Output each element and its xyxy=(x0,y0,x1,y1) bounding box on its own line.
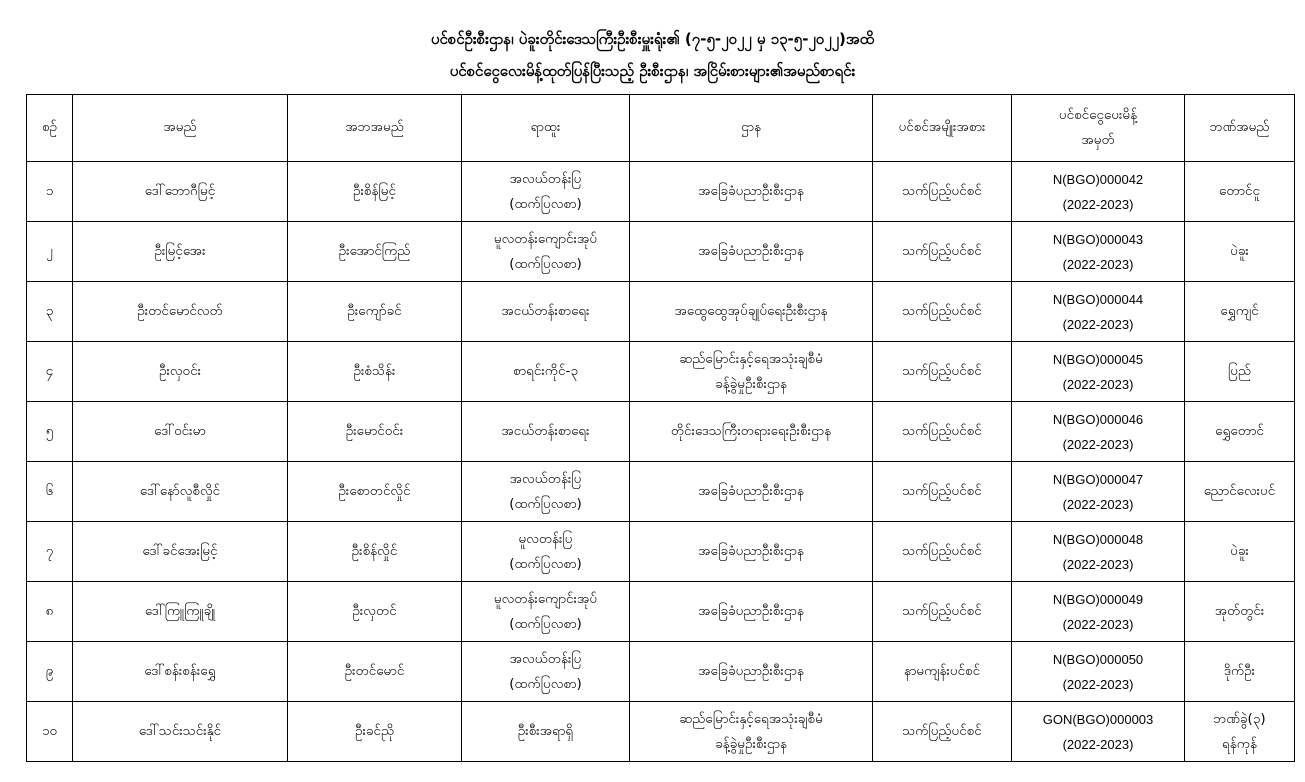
cell-rank-line1: အငယ်တန်းစာရေး xyxy=(501,303,590,319)
cell-no-text: ၅ xyxy=(45,422,54,439)
col-header-order-no-line1: ပင်စင်ငွေပေးမိန့် xyxy=(1058,107,1138,123)
cell-department xyxy=(630,402,873,462)
cell-no-text: ၆ xyxy=(45,482,54,499)
cell-name-text: ဦးမြင့်အေး xyxy=(154,242,206,259)
cell-order-no xyxy=(1012,522,1185,582)
cell-department xyxy=(630,642,873,702)
cell-no xyxy=(27,642,73,702)
cell-order-no xyxy=(1012,402,1185,462)
cell-department-line1: အခြေခံပညာဦးစီးဌာန xyxy=(698,603,804,619)
cell-rank-line2: (ထက်ပြလစာ) xyxy=(509,675,582,692)
cell-department-line1: အခြေခံပညာဦးစီးဌာန xyxy=(698,663,804,679)
cell-order-no xyxy=(1012,342,1185,402)
cell-order-no-line1: N(BGO)000045 xyxy=(1052,351,1144,367)
cell-father-text: ဦးအောင်ကြည် xyxy=(338,242,411,259)
cell-bank-line1: အုတ်တွင်း xyxy=(1214,603,1265,619)
title-line-1: ပင်စင်ဦးစီးဌာန၊ ပဲခူးတိုင်းဒေသကြီးဦးစီးမှူးရုံး၏ (၇-၅-၂၀၂၂ မှ ၁၃-၅-၂၀၂၂)အထိ xyxy=(430,30,875,48)
cell-no-text: ၂ xyxy=(46,242,53,259)
cell-department-line1: အခြေခံပညာဦးစီးဌာန xyxy=(698,243,804,259)
cell-bank-line1: ဘဏ်ခွဲ(၃) xyxy=(1213,710,1266,727)
cell-rank xyxy=(462,402,630,462)
roster-body xyxy=(27,162,1295,762)
col-header-rank: ရာထူး xyxy=(462,95,630,162)
cell-bank xyxy=(1185,282,1295,342)
cell-father xyxy=(288,462,462,522)
cell-department xyxy=(630,702,873,762)
cell-name-text: ဒေါ်ဝင်းမာ xyxy=(154,422,206,439)
cell-father xyxy=(288,282,462,342)
cell-father xyxy=(288,162,462,222)
cell-rank-line2: (ထက်ပြလစာ) xyxy=(509,195,582,212)
cell-pension-type xyxy=(873,462,1012,522)
cell-department-line1: အထွေထွေအုပ်ချုပ်ရေးဦးစီးဌာန xyxy=(674,303,828,319)
cell-rank-line1: ဦးစီးအရာရှိ xyxy=(517,723,574,739)
cell-pension-type xyxy=(873,582,1012,642)
cell-rank-line1: မူလတန်းပြ xyxy=(518,530,573,547)
cell-name xyxy=(73,702,288,762)
cell-pension-type-text: သက်ပြည့်ပင်စင် xyxy=(902,242,982,259)
cell-rank xyxy=(462,282,630,342)
cell-no-text: ၈ xyxy=(45,602,54,619)
cell-name xyxy=(73,522,288,582)
table-row xyxy=(27,702,1295,762)
cell-no xyxy=(27,522,73,582)
cell-order-no-line1: N(BGO)000050 xyxy=(1052,651,1144,667)
cell-father-text: ဦးစံသိန်း xyxy=(353,362,396,379)
cell-bank xyxy=(1185,642,1295,702)
cell-father-text: ဦးစိန်လှိုင် xyxy=(351,542,398,559)
cell-no-text: ၉ xyxy=(45,662,54,679)
cell-order-no xyxy=(1012,282,1185,342)
cell-father xyxy=(288,642,462,702)
table-row xyxy=(27,462,1295,522)
cell-no xyxy=(27,342,73,402)
cell-department-line1: အခြေခံပညာဦးစီးဌာန xyxy=(698,543,804,559)
cell-name-text: ဒေါ်သင်းသင်းနိုင် xyxy=(138,722,222,739)
cell-bank xyxy=(1185,402,1295,462)
table-row xyxy=(27,402,1295,462)
cell-department-line2: ခန့်ခွဲမှုဦးစီးဌာန xyxy=(715,375,787,392)
cell-pension-type xyxy=(873,222,1012,282)
cell-order-no xyxy=(1012,642,1185,702)
cell-bank xyxy=(1185,522,1295,582)
cell-name xyxy=(73,282,288,342)
cell-order-no-line2: (2022-2023) xyxy=(1062,256,1134,272)
col-header-department: ဌာန xyxy=(630,95,873,162)
cell-name-text: ဦးလှဝင်း xyxy=(158,362,202,379)
table-row xyxy=(27,582,1295,642)
cell-father-text: ဦးခင်ညို xyxy=(354,722,395,739)
cell-name-text: ဒေါ်နော်လူစီလှိုင် xyxy=(139,482,221,499)
cell-department xyxy=(630,462,873,522)
col-header-order-no-line2: အမှတ် xyxy=(1081,132,1115,148)
cell-rank xyxy=(462,702,630,762)
cell-no xyxy=(27,702,73,762)
cell-rank-line2: (ထက်ပြလစာ) xyxy=(509,615,582,632)
cell-order-no-line2: (2022-2023) xyxy=(1062,676,1134,692)
cell-no xyxy=(27,582,73,642)
cell-department xyxy=(630,522,873,582)
cell-rank-line1: မူလတန်းကျောင်းအုပ် xyxy=(493,230,598,247)
cell-bank-line1: ရွှေကျင် xyxy=(1220,303,1259,319)
header-row xyxy=(27,95,1295,162)
col-header-name: အမည် xyxy=(73,95,288,162)
cell-rank xyxy=(462,462,630,522)
cell-order-no-line1: N(BGO)000042 xyxy=(1052,171,1144,187)
cell-pension-type xyxy=(873,282,1012,342)
cell-rank-line1: အလယ်တန်းပြ xyxy=(509,650,582,667)
cell-department xyxy=(630,222,873,282)
cell-bank-line1: တောင်ငူ xyxy=(1218,183,1260,199)
col-header-father: အဘအမည် xyxy=(288,95,462,162)
cell-pension-type-text: သက်ပြည့်ပင်စင် xyxy=(902,422,982,439)
cell-rank xyxy=(462,642,630,702)
cell-father-text: ဦးကျော်ခင် xyxy=(347,302,402,319)
cell-name xyxy=(73,582,288,642)
cell-bank xyxy=(1185,222,1295,282)
cell-department xyxy=(630,162,873,222)
table-row xyxy=(27,522,1295,582)
cell-pension-type xyxy=(873,642,1012,702)
cell-bank-line1: ဒိုက်ဦး xyxy=(1223,663,1256,679)
cell-name xyxy=(73,402,288,462)
cell-order-no-line1: N(BGO)000049 xyxy=(1052,591,1144,607)
cell-father-text: ဦးလှတင် xyxy=(352,602,397,619)
cell-pension-type-text: သက်ပြည့်ပင်စင် xyxy=(902,602,982,619)
cell-father xyxy=(288,222,462,282)
cell-order-no xyxy=(1012,162,1185,222)
cell-father xyxy=(288,582,462,642)
cell-no-text: ၄ xyxy=(45,362,54,379)
cell-department-line1: အခြေခံပညာဦးစီးဌာန xyxy=(698,183,804,199)
cell-father-text: ဦးတင်မောင် xyxy=(344,662,405,679)
cell-pension-type xyxy=(873,522,1012,582)
cell-bank xyxy=(1185,462,1295,522)
cell-bank-line2: ရန်ကုန် xyxy=(1222,735,1257,752)
cell-order-no-line2: (2022-2023) xyxy=(1062,376,1134,392)
cell-no xyxy=(27,222,73,282)
cell-department-line1: ဆည်မြောင်းနှင့်ရေအသုံးချစီမံ xyxy=(679,350,823,367)
cell-order-no-line2: (2022-2023) xyxy=(1062,556,1134,572)
cell-department-line1: အခြေခံပညာဦးစီးဌာန xyxy=(698,483,804,499)
cell-no-text: ၃ xyxy=(45,302,54,319)
cell-order-no-line2: (2022-2023) xyxy=(1062,616,1134,632)
cell-rank xyxy=(462,342,630,402)
cell-rank-line2: (ထက်ပြလစာ) xyxy=(509,495,582,512)
cell-no-text: ၁၀ xyxy=(41,722,58,739)
cell-bank xyxy=(1185,342,1295,402)
cell-no xyxy=(27,282,73,342)
cell-bank-line1: ရွှေတောင် xyxy=(1215,423,1264,439)
cell-bank-line1: ညောင်လေးပင် xyxy=(1203,483,1276,499)
cell-name xyxy=(73,462,288,522)
cell-pension-type-text: သက်ပြည့်ပင်စင် xyxy=(902,482,982,499)
cell-order-no-line1: N(BGO)000043 xyxy=(1052,231,1144,247)
cell-no xyxy=(27,162,73,222)
cell-no-text: ၇ xyxy=(45,542,54,559)
cell-order-no-line1: GON(BGO)000003 xyxy=(1042,711,1154,727)
cell-no-text: ၁ xyxy=(45,182,54,199)
cell-father-text: ဦးစောတင်လှိုင် xyxy=(338,482,411,499)
table-row xyxy=(27,342,1295,402)
cell-pension-type-text: သက်ပြည့်ပင်စင် xyxy=(902,302,982,319)
cell-no xyxy=(27,462,73,522)
col-header-no: စဉ် xyxy=(27,95,73,162)
cell-department xyxy=(630,342,873,402)
cell-department xyxy=(630,282,873,342)
cell-rank xyxy=(462,582,630,642)
table-row xyxy=(27,282,1295,342)
cell-name xyxy=(73,342,288,402)
cell-order-no-line2: (2022-2023) xyxy=(1062,436,1134,452)
cell-father-text: ဦးစိန်မြင့် xyxy=(353,182,396,199)
cell-order-no xyxy=(1012,702,1185,762)
cell-name xyxy=(73,222,288,282)
cell-rank-line2: (ထက်ပြလစာ) xyxy=(509,255,582,272)
cell-name xyxy=(73,642,288,702)
cell-father xyxy=(288,702,462,762)
cell-department-line1: တိုင်းဒေသကြီးတရားရေးဦးစီးဌာန xyxy=(670,423,832,439)
cell-order-no-line1: N(BGO)000046 xyxy=(1052,411,1144,427)
cell-name-text: ဒေါ်စန်းစန်းရွှေ xyxy=(144,662,216,679)
cell-rank-line1: စာရင်းကိုင်-၃ xyxy=(513,363,578,379)
cell-father xyxy=(288,402,462,462)
cell-name-text: ဒေါ်ကြူကြူချို xyxy=(144,602,216,619)
cell-bank xyxy=(1185,702,1295,762)
cell-pension-type-text: သက်ပြည့်ပင်စင် xyxy=(902,722,982,739)
table-row xyxy=(27,162,1295,222)
cell-name xyxy=(73,162,288,222)
cell-pension-type xyxy=(873,162,1012,222)
cell-order-no-line2: (2022-2023) xyxy=(1062,316,1134,332)
cell-bank-line1: ပြည် xyxy=(1227,363,1252,379)
cell-order-no-line2: (2022-2023) xyxy=(1062,736,1134,752)
cell-father xyxy=(288,522,462,582)
cell-father xyxy=(288,342,462,402)
cell-rank xyxy=(462,522,630,582)
cell-department xyxy=(630,582,873,642)
cell-bank-line1: ပဲခူး xyxy=(1230,243,1249,259)
col-header-order-no xyxy=(1012,95,1185,162)
pension-roster-table xyxy=(26,94,1295,762)
cell-rank-line1: မူလတန်းကျောင်းအုပ် xyxy=(493,590,598,607)
cell-order-no-line2: (2022-2023) xyxy=(1062,496,1134,512)
cell-name-text: ဦးတင်မောင်လတ် xyxy=(137,302,223,319)
cell-pension-type xyxy=(873,702,1012,762)
cell-order-no xyxy=(1012,462,1185,522)
cell-rank-line2: (ထက်ပြလစာ) xyxy=(509,555,582,572)
title-line-2: ပင်စင်ငွေလေးမိန့်ထုတ်ပြန်ပြီးသည့် ဦးစီးဌာန၊ အငြိမ်းစားများ၏အမည်စာရင်း xyxy=(449,62,856,80)
cell-rank xyxy=(462,162,630,222)
cell-order-no-line1: N(BGO)000048 xyxy=(1052,531,1144,547)
cell-bank-line1: ပဲခူး xyxy=(1230,543,1249,559)
cell-rank-line1: အလယ်တန်းပြ xyxy=(509,470,582,487)
document-header xyxy=(0,0,1305,84)
cell-order-no-line2: (2022-2023) xyxy=(1062,196,1134,212)
cell-bank xyxy=(1185,162,1295,222)
cell-bank xyxy=(1185,582,1295,642)
cell-rank-line1: အငယ်တန်းစာရေး xyxy=(501,423,590,439)
cell-order-no xyxy=(1012,582,1185,642)
col-header-pension-type: ပင်စင်အမျိုးအစား xyxy=(873,95,1012,162)
cell-order-no-line1: N(BGO)000047 xyxy=(1052,471,1144,487)
cell-rank xyxy=(462,222,630,282)
cell-pension-type-text: သက်ပြည့်ပင်စင် xyxy=(902,182,982,199)
cell-pension-type-text: သက်ပြည့်ပင်စင် xyxy=(902,542,982,559)
table-row xyxy=(27,222,1295,282)
cell-order-no xyxy=(1012,222,1185,282)
cell-name-text: ဒေါ်ခင်အေးမြင့် xyxy=(142,542,218,559)
cell-father-text: ဦးမောင်ဝင်း xyxy=(345,422,404,439)
cell-pension-type-text: သက်ပြည့်ပင်စင် xyxy=(902,362,982,379)
cell-no xyxy=(27,402,73,462)
cell-order-no-line1: N(BGO)000044 xyxy=(1052,291,1144,307)
cell-rank-line1: အလယ်တန်းပြ xyxy=(509,170,582,187)
cell-pension-type-text: နာမကျန်းပင်စင် xyxy=(903,662,981,679)
cell-department-line2: ခန့်ခွဲမှုဦးစီးဌာန xyxy=(715,735,787,752)
cell-name-text: ဒေါ်ဘောဂီမြင့် xyxy=(144,182,216,199)
table-row xyxy=(27,642,1295,702)
cell-pension-type xyxy=(873,402,1012,462)
col-header-bank: ဘဏ်အမည် xyxy=(1185,95,1295,162)
cell-department-line1: ဆည်မြောင်းနှင့်ရေအသုံးချစီမံ xyxy=(679,710,823,727)
cell-pension-type xyxy=(873,342,1012,402)
